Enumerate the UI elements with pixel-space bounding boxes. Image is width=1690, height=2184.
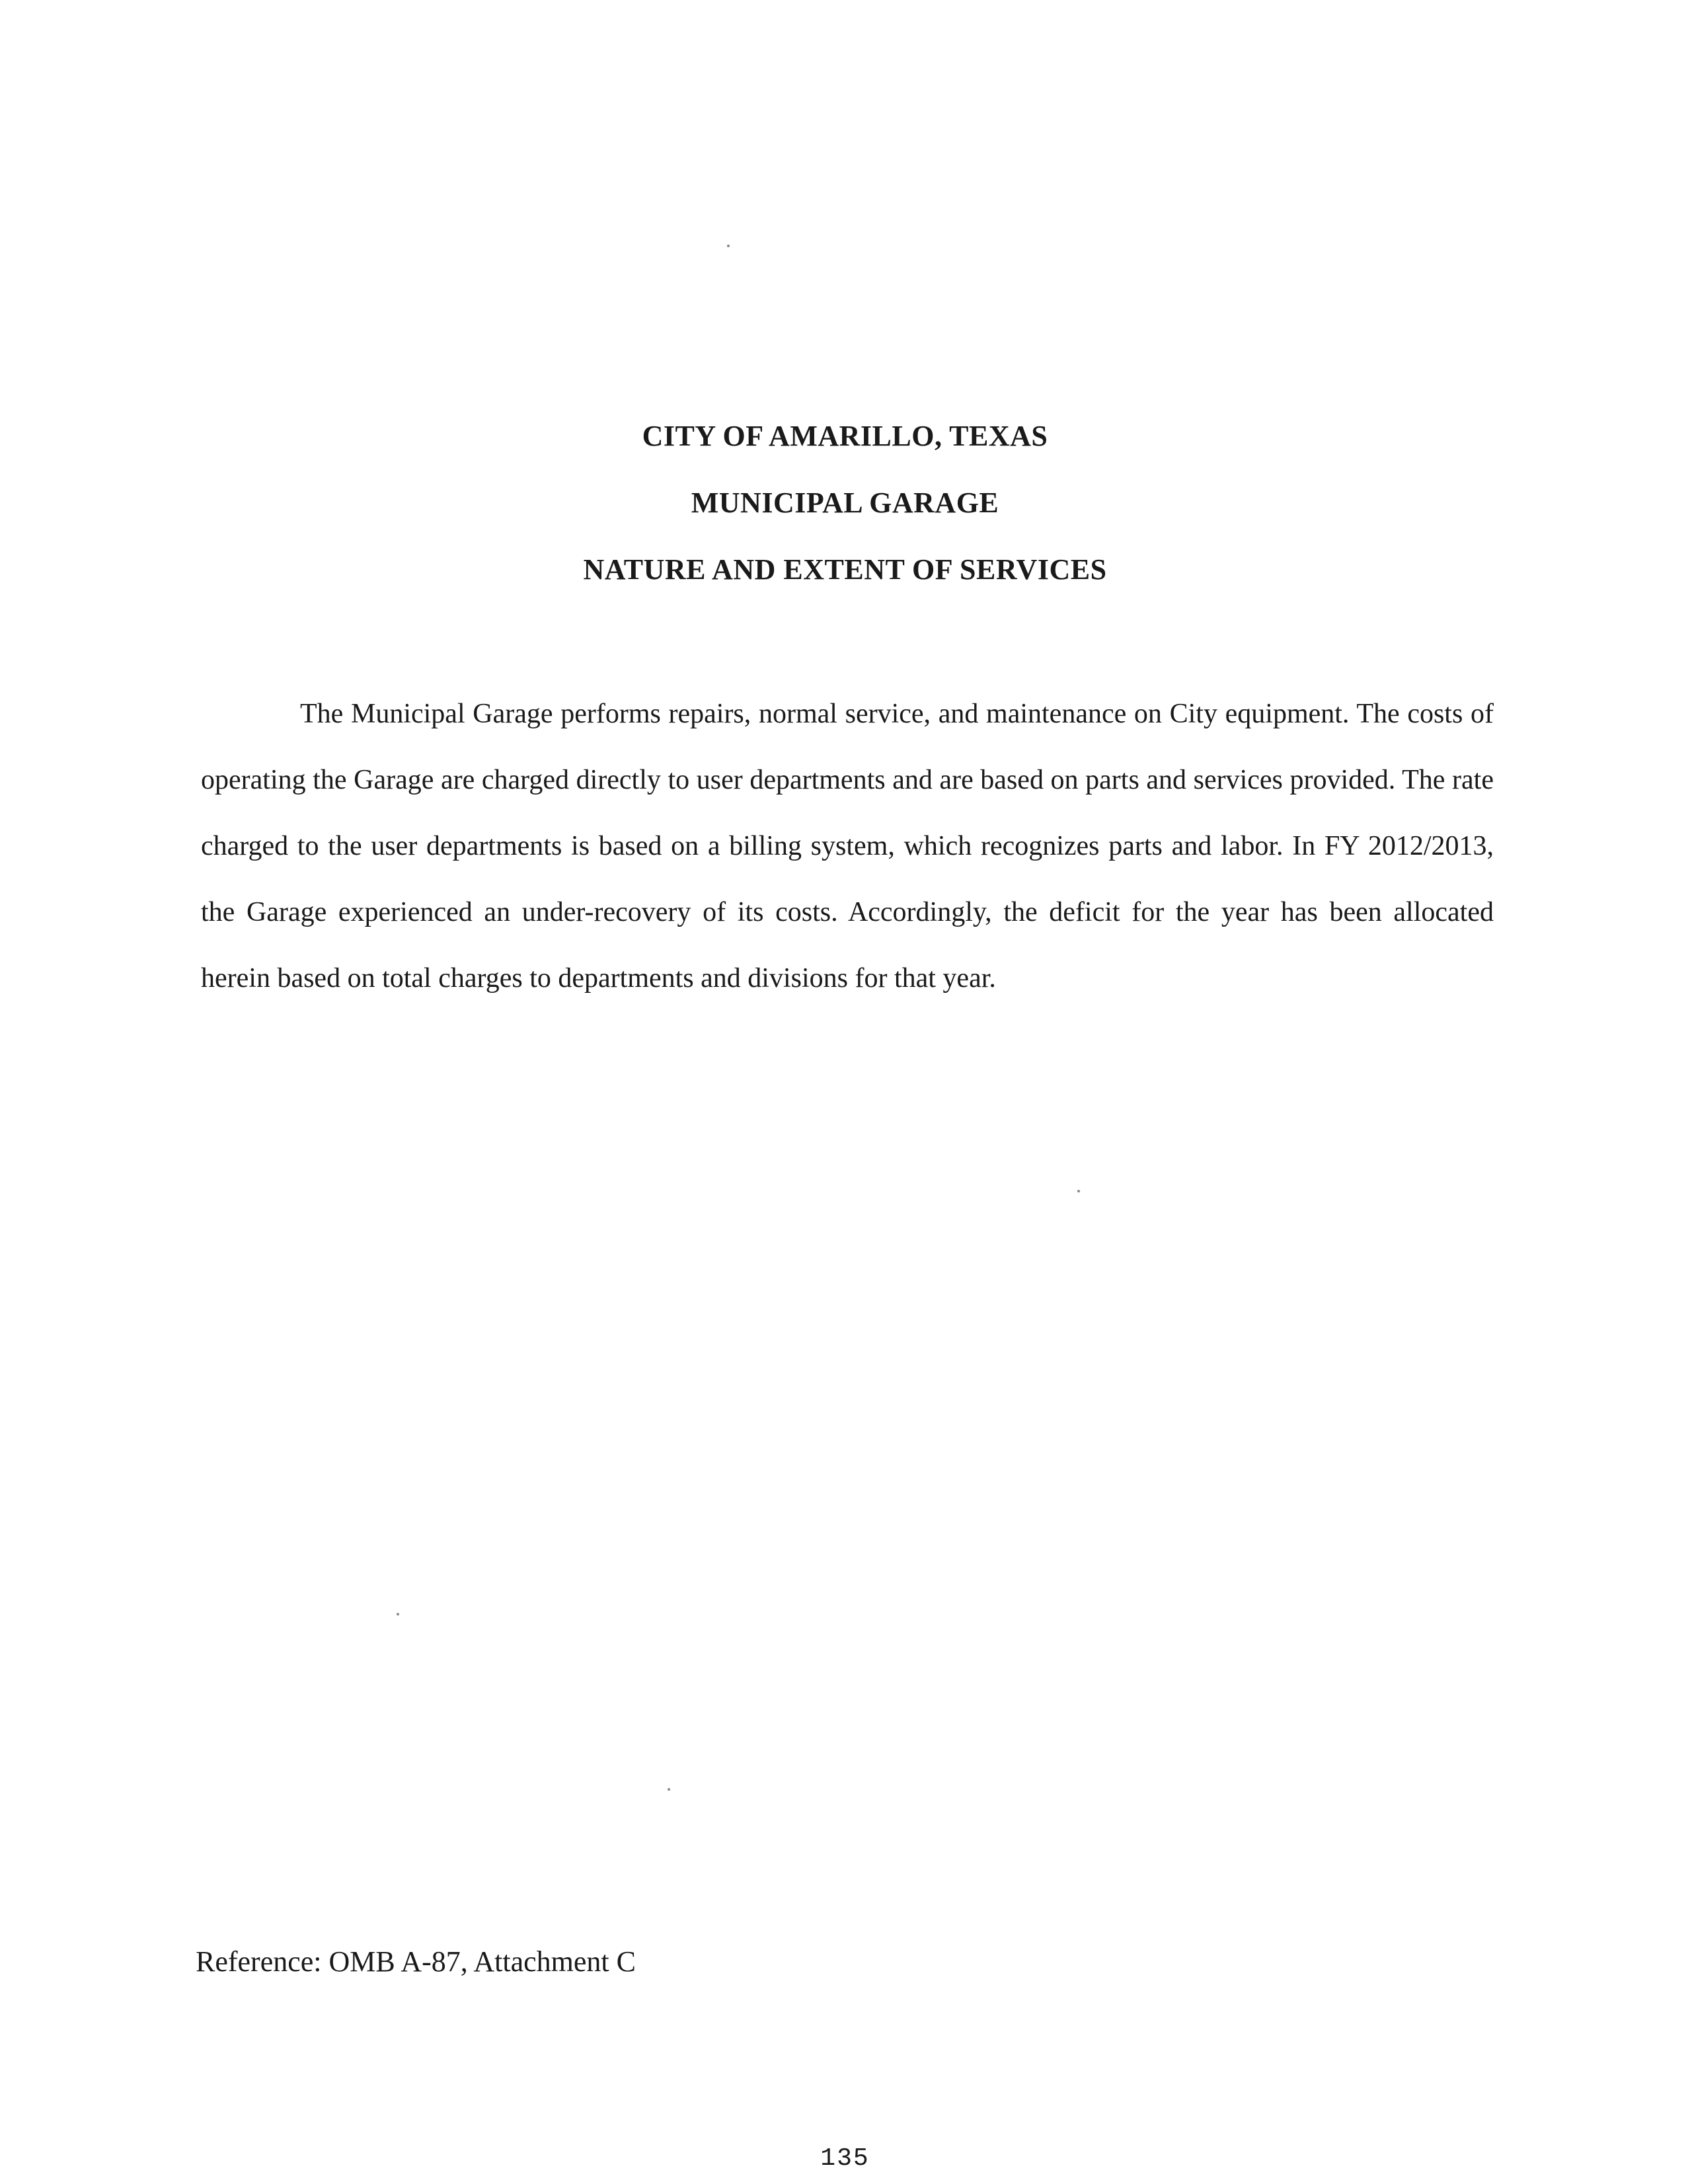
heading-department: MUNICIPAL GARAGE bbox=[691, 487, 999, 519]
heading-city: CITY OF AMARILLO, TEXAS bbox=[642, 420, 1048, 452]
page-number: 135 bbox=[820, 2144, 870, 2173]
reference-note: Reference: OMB A-87, Attachment C bbox=[196, 1945, 636, 1978]
heading-section-title: NATURE AND EXTENT OF SERVICES bbox=[583, 553, 1107, 586]
scan-speck bbox=[668, 1788, 670, 1791]
scan-speck bbox=[1077, 1190, 1080, 1192]
body-paragraph: The Municipal Garage performs repairs, normal service, and maintenance on City equipment. The costs of operating the Garage are charged directly to user departments and are based on parts and services provided. The rate charged to the user departments is based on a billing system, which recognizes parts and labor. In FY 2012/2013, the Garage experienced an under-recovery of its costs. Accordingly, the deficit for the year has been allocated herein based on total charges to departments and divisions for that year. bbox=[201, 699, 1494, 994]
scan-speck bbox=[397, 1613, 399, 1616]
scan-speck bbox=[727, 245, 730, 247]
